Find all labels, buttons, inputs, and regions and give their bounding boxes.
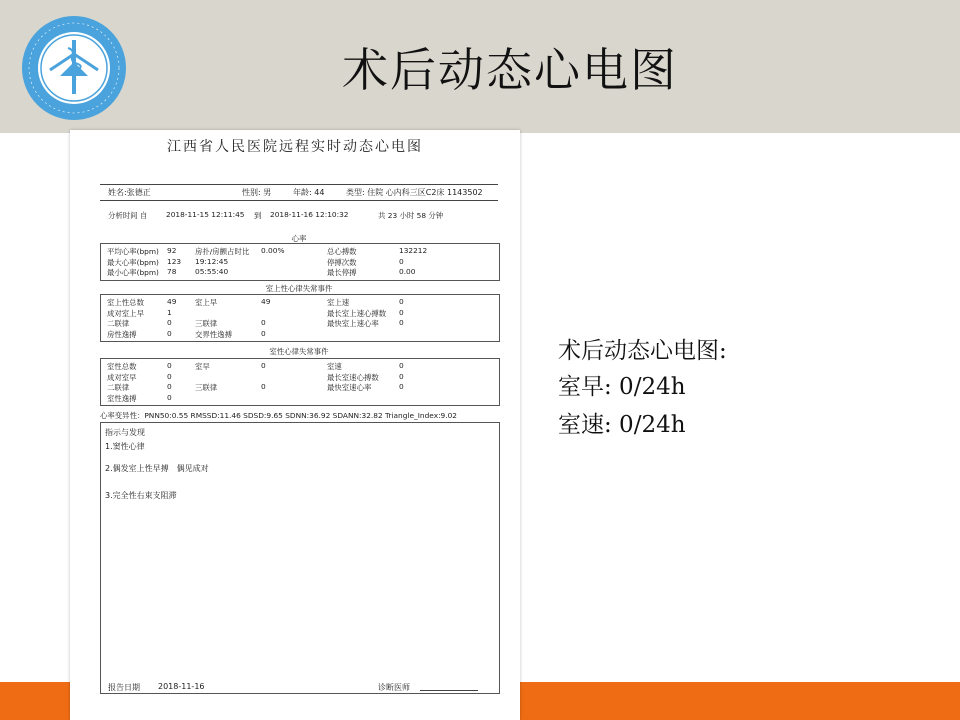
table-cell: 三联律 [195,319,218,328]
doctor-label: 诊断医师 [378,683,410,692]
table-cell: 最长室速心搏数 [327,372,379,382]
summary-pvc: 室早: 0/24h [558,374,686,400]
patient-name: 姓名:张德正 [108,188,151,197]
finding-item: 1.窦性心律 [105,442,145,451]
analysis-to: 到 [254,211,262,220]
table-cell: 室性逸搏 [107,393,137,403]
table-cell: 成对室上早 [107,308,144,318]
table-cell: 0 [167,361,172,370]
table-cell: 0 [399,307,404,317]
table-cell: 0 [261,328,266,338]
table-cell: 0 [399,297,404,306]
divider [100,200,498,201]
table-cell: 最小心率(bpm) [107,268,159,277]
report-date-label: 报告日期 [108,683,140,692]
table-cell: 0 [261,318,266,327]
finding-item: 3.完全性右束支阻滞 [105,491,177,500]
finding-item: 2.偶发室上性早搏 偶见成对 [105,464,209,473]
table-cell: 最长停搏 [327,268,357,277]
table-cell: 0 [167,392,172,402]
table-cell: 123 [167,256,182,266]
table-cell: 室上性总数 [107,298,144,307]
table-cell: 最快室速心率 [327,383,372,392]
table-cell: 0 [261,361,266,370]
table-cell: 0 [399,256,404,266]
hospital-logo-icon [20,14,128,122]
analysis-end: 2018-11-16 12:10:32 [270,210,349,219]
table-cell: 二联律 [107,383,130,392]
analysis-label: 分析时间 自 [108,211,148,220]
table-cell: 19:12:45 [195,256,229,266]
table-cell: 49 [261,297,271,306]
signature-line [420,690,478,691]
table-cell: 05:55:40 [195,267,229,276]
ventricular-section-label: 室性心律失常事件 [269,347,329,356]
table-cell: 0 [399,361,404,370]
findings-heading: 指示与发现 [105,428,145,437]
table-cell: 0 [399,371,404,381]
report-title: 江西省人民医院远程实时动态心电图 [167,139,423,155]
table-cell: 0 [167,382,172,391]
patient-type: 类型: 住院 心内科三区C2床 1143502 [346,188,483,197]
patient-age: 年龄: 44 [293,188,325,197]
heart-rate-section-label: 心率 [291,234,307,243]
table-cell: 0 [167,318,172,327]
table-cell: 二联律 [107,319,130,328]
table-cell: 1 [167,307,172,317]
analysis-duration: 共 23 小时 58 分钟 [378,211,444,220]
table-cell: 0 [167,328,172,338]
table-cell: 92 [167,246,177,255]
ecg-report-document [70,130,520,720]
table-cell: 78 [167,267,177,276]
table-cell: 室上速 [327,298,350,307]
table-cell: 停搏次数 [327,257,357,267]
table-cell: 平均心率(bpm) [107,247,159,256]
hrv-line: 心率变异性：PNN50:0.55 RMSSD:11.46 SDSD:9.65 SDNN:36.92 SDANN:32.82 Triangle_Index:9.02 [100,411,458,420]
table-cell: 0 [399,382,404,391]
report-date: 2018-11-16 [158,682,205,691]
supraventricular-table [100,294,500,342]
slide-header [0,0,960,133]
table-cell: 三联律 [195,383,218,392]
table-cell: 最大心率(bpm) [107,257,159,267]
summary-vt: 室速: 0/24h [558,412,686,438]
patient-sex: 性别: 男 [242,188,272,197]
heart-rate-table [100,243,500,281]
analysis-start: 2018-11-15 12:11:45 [166,210,245,219]
table-cell: 0.00% [261,246,285,255]
table-cell: 最长室上速心搏数 [327,308,387,318]
table-cell: 房性逸搏 [107,329,137,339]
table-cell: 交界性逸搏 [195,329,232,339]
table-cell: 室性总数 [107,362,137,371]
findings-box [100,422,500,694]
table-cell: 132212 [399,246,428,255]
table-cell: 房扑/房颤占时比 [195,247,250,256]
table-cell: 最快室上速心率 [327,319,379,328]
table-cell: 室速 [327,362,342,371]
table-cell: 总心搏数 [327,247,357,256]
table-cell: 室早 [195,362,210,371]
divider [100,184,498,185]
table-cell: 0 [261,382,266,391]
ventricular-table [100,358,500,406]
table-cell: 成对室早 [107,372,137,382]
table-cell: 0 [167,371,172,381]
table-cell: 49 [167,297,177,306]
slide-title: 术后动态心电图 [342,43,678,97]
summary-heading: 术后动态心电图: [558,338,727,364]
supraventricular-section-label: 室上性心律失常事件 [265,284,333,293]
table-cell: 室上早 [195,298,218,307]
table-cell: 0.00 [399,267,416,276]
table-cell: 0 [399,318,404,327]
